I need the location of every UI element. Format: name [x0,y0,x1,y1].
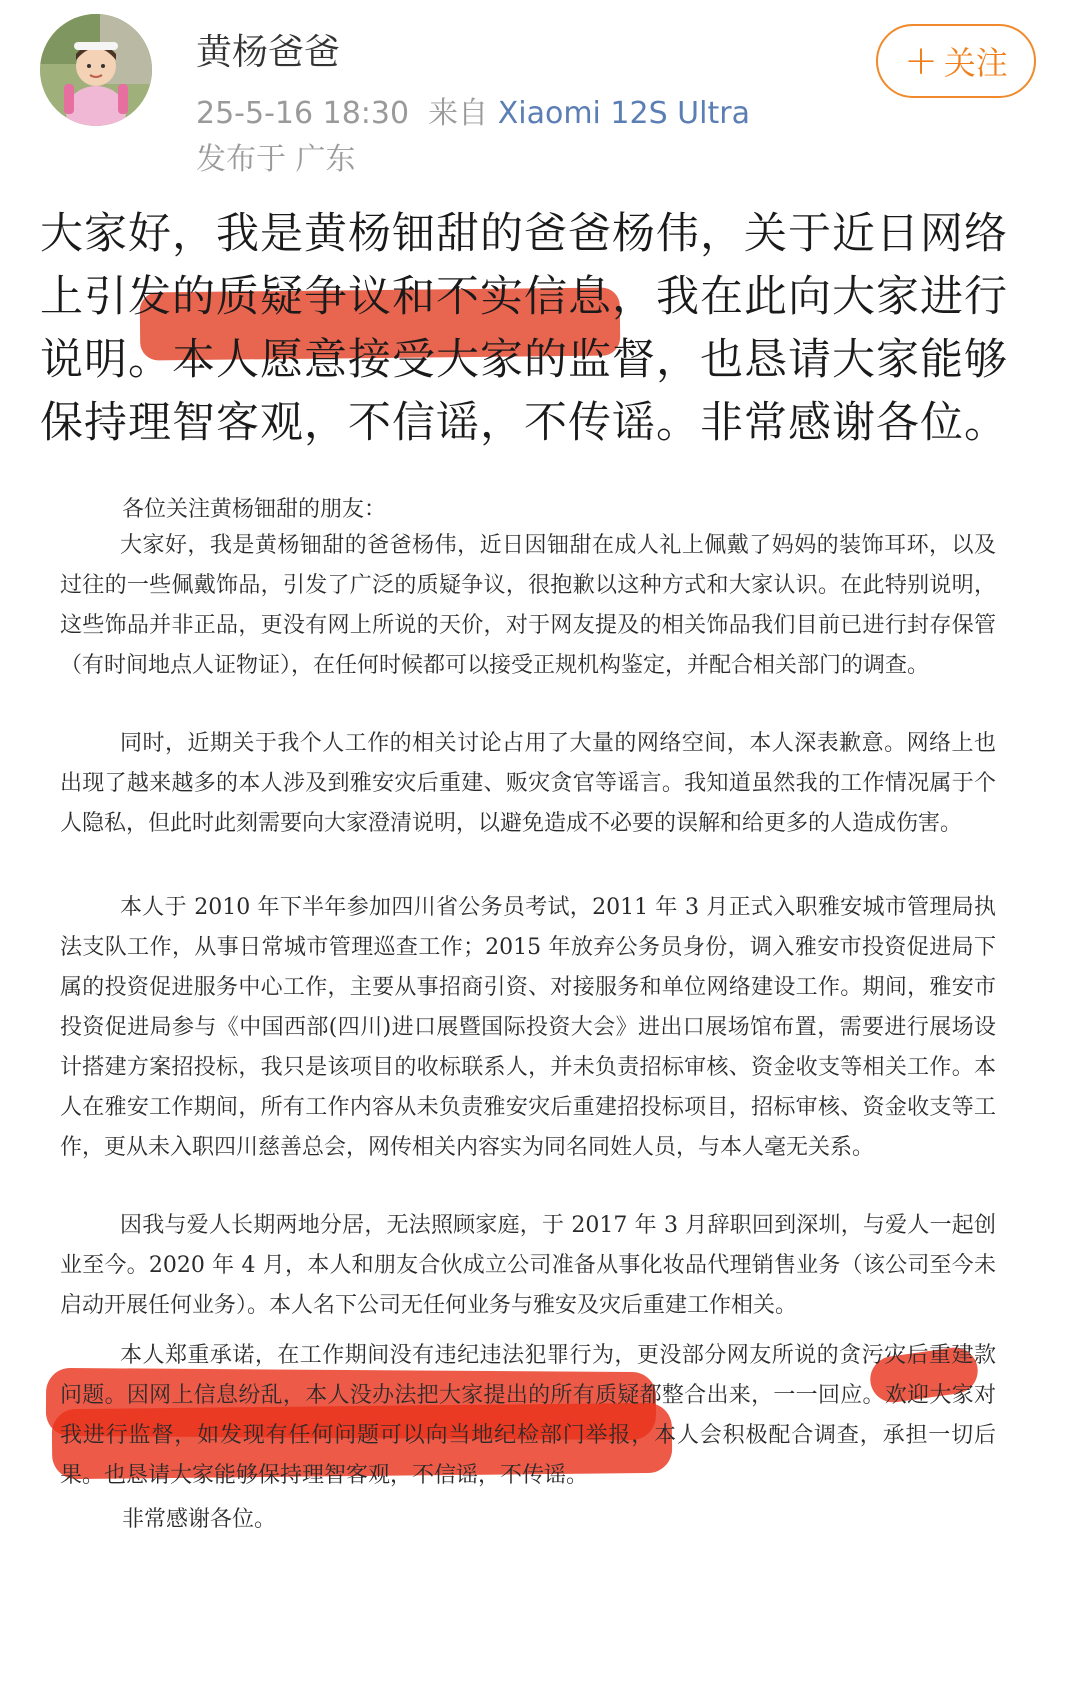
letter-paragraph-4: 因我与爱人长期两地分居，无法照顾家庭，于 2017 年 3 月辞职回到深圳，与爱人一起创业至今。2020 年 4 月，本人和朋友合伙成立公司准备从事化妆品代理销售业务（该公司至今未启动开展任何业务）。本人名下公司无任何业务与雅安及灾后重建工作相关。 [60,1213,996,1318]
source-prefix: 来自 [428,96,489,131]
post-time: 25-5-16 18:30 [196,96,410,131]
post-text-before: 大家好，我是黄杨钿甜的爸爸杨伟，关于近日网络上引发的质疑争议和不实信息，我在此向大家进行说明。 [40,209,1008,385]
follow-label: 关注 [943,44,1008,82]
post-text-highlight: 本人愿意接受大家的监督 [172,335,656,385]
follow-button[interactable] [876,24,1036,98]
avatar-photo [40,14,152,126]
letter-greeting: 各位关注黄杨钿甜的朋友： [122,497,387,522]
post-text-after: ，也恳请大家能够保持理智客观，不信谣，不传谣。非常感谢各位。 [40,335,1008,448]
post-meta [196,88,750,132]
device-link[interactable]: Xiaomi 12S Ultra [497,96,750,131]
letter-paragraph-3: 本人于 2010 年下半年参加四川省公务员考试，2011 年 3 月正式入职雅安城市管理局执法支队工作，从事日常城市管理巡查工作；2015 年放弃公务员身份，调入雅安市投资促进局下属的投资促进服务中心工作，主要从事招商引资、对接服务和单位网络建设工作。期间，雅安市投资促进局参与《中国西部(四川)进口展暨国际投资大会》进出口展场馆布置，需要进行展场设计搭建方案招投标，我只是该项目的收标联系人，并未负责招标审核、资金收支等相关工作。本人在雅安工作期间，所有工作内容从未负责雅安灾后重建招投标项目，招标审核、资金收支等工作，更从未入职四川慈善总会，网传相关内容实为同名同姓人员，与本人毫无关系。 [60,895,996,1160]
letter-image[interactable] [60,490,1010,1701]
post-location: 发布于 广东 [196,142,356,177]
letter-closing: 非常感谢各位。 [122,1507,277,1532]
username[interactable]: 黄杨爸爸 [196,32,341,73]
letter-paragraph-1: 大家好，我是黄杨钿甜的爸爸杨伟，近日因钿甜在成人礼上佩戴了妈妈的装饰耳环，以及过往的一些佩戴饰品，引发了广泛的质疑争议，很抱歉以这种方式和大家认识。在此特别说明，这些饰品并非正品，更没有网上所说的天价，对于网友提及的相关饰品我们目前已进行封存保管（有时间地点人证物证），在任何时候都可以接受正规机构鉴定，并配合相关部门的调查。 [60,533,996,678]
plus-icon: + [904,38,938,84]
letter-paragraph-5: 本人郑重承诺，在工作期间没有违纪违法犯罪行为，更没部分网友所说的贪污灾后重建款问题。因网上信息纷乱，本人没办法把大家提出的所有质疑都整合出来，一一回应。欢迎大家对我进行监督，如发现有任何问题可以向当地纪检部门举报，本人会积极配合调查，承担一切后果。也恳请大家能够保持理智客观，不信谣，不传谣。 [60,1343,996,1488]
letter-paragraph-2: 同时，近期关于我个人工作的相关讨论占用了大量的网络空间，本人深表歉意。网络上也出现了越来越多的本人涉及到雅安灾后重建、贩灾贪官等谣言。我知道虽然我的工作情况属于个人隐私，但此时此刻需要向大家澄清说明，以避免造成不必要的误解和给更多的人造成伤害。 [60,731,996,836]
avatar[interactable] [40,14,152,126]
post-body [40,203,1050,455]
post-header [0,0,1080,190]
